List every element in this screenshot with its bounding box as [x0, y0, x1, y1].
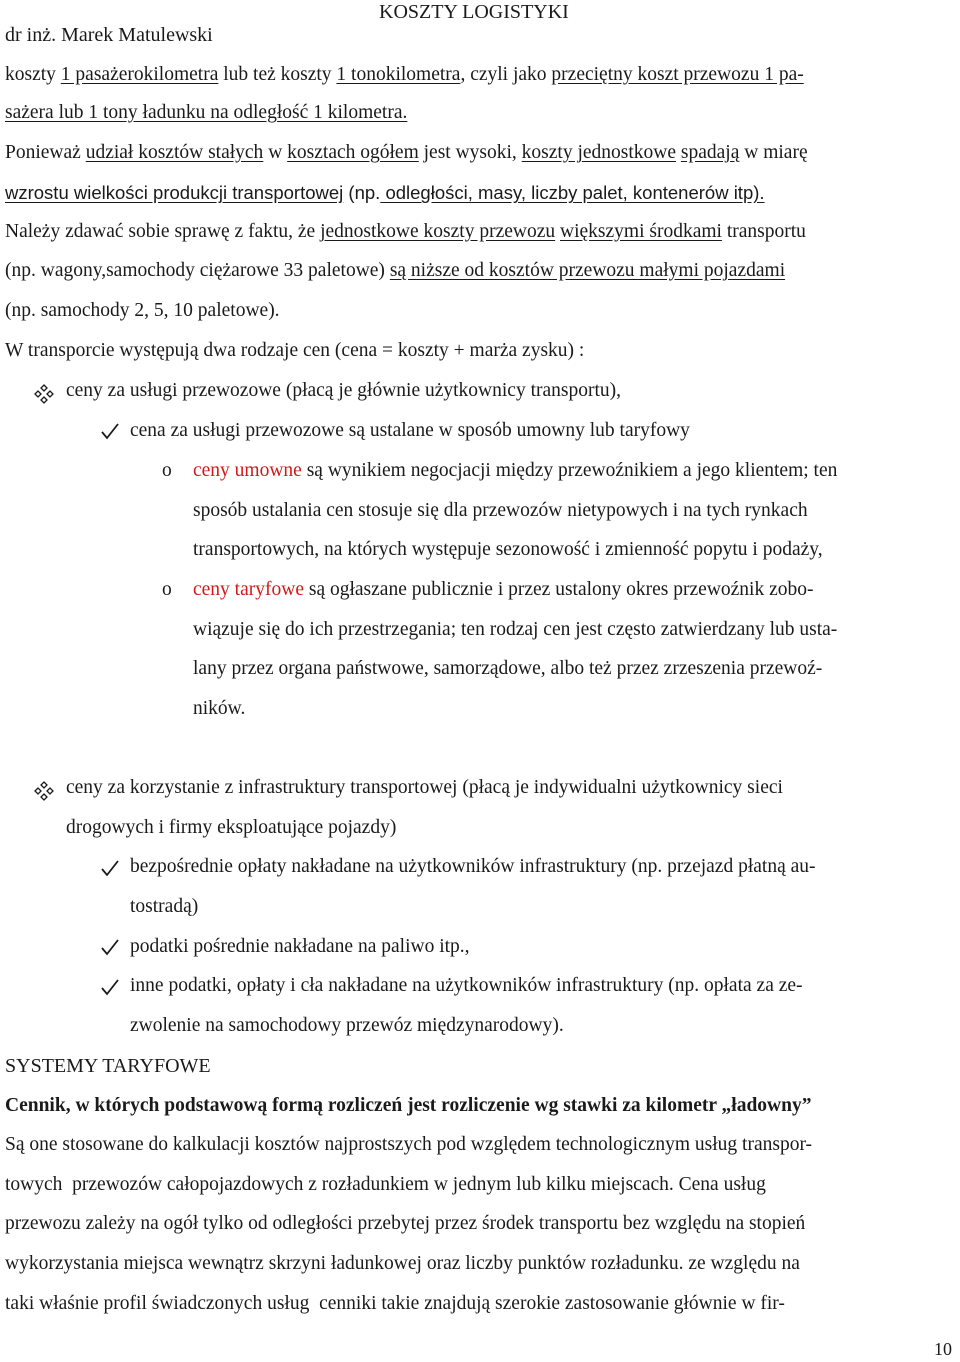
section-body-line-4: wykorzystania miejsca wewnątrz skrzyni ładunkowej oraz liczby punktów rozładunku. ze względu na — [5, 1253, 800, 1274]
sub-bullet-1-line-2: sposób ustalania cen stosuje się dla przewozów nietypowych i na tych rynkach — [193, 500, 808, 521]
term-odleglosci: odległości, masy, liczby palet, kontenerów itp). — [380, 182, 765, 203]
bullet-2-check-2: podatki pośrednie nakładane na paliwo itp., — [130, 936, 470, 957]
bullet-2-check-3-line-1: inne podatki, opłaty i cła nakładane na użytkowników infrastruktury (np. opłata za ze- — [130, 975, 803, 996]
sub-bullet-2-line-1 — [193, 579, 814, 601]
term-koszty-jednostkowe: koszty jednostkowe — [521, 142, 677, 163]
sub-bullet-o-marker: o — [162, 579, 172, 600]
sub-bullet-1-line-1 — [193, 460, 837, 482]
term-tonokilometr: 1 tonokilometra — [336, 64, 461, 85]
page-number: 10 — [934, 1339, 952, 1359]
section-body-line-5: taki właśnie profil świadczonych usług cenniki takie znajdują szerokie zastosowanie głównie w fir- — [5, 1293, 785, 1314]
term-przecietny-koszt-cont: sażera lub 1 tony ładunku na odległość 1 kilometra. — [5, 102, 408, 123]
bullet-2-check-1-line-2: tostradą) — [130, 896, 199, 917]
paragraph-2-line-1 — [5, 142, 808, 164]
bullet-2-line-1: ceny za korzystanie z infrastruktury transportowej (płacą je indywidualni użytkownicy sieci — [66, 777, 783, 798]
paragraph-1-line-1 — [5, 64, 804, 86]
text-run: (np. — [343, 182, 381, 203]
text-run: lub też koszty — [218, 64, 337, 85]
text-run: są ogłaszane publicznie i przez ustalony okres przewoźnik zobo- — [303, 579, 814, 600]
sub-bullet-1-line-3: transportowych, na których występuje sezonowość i zmienność popytu i podaży, — [193, 539, 823, 560]
text-run: koszty — [5, 64, 61, 85]
section-heading: SYSTEMY TARYFOWE — [5, 1055, 211, 1077]
term-wiekszymi-srodkami: większymi środkami — [560, 221, 722, 242]
paragraph-2-line-2 — [5, 182, 765, 205]
paragraph-3-line-3: (np. samochody 2, 5, 10 paletowe). — [5, 300, 280, 321]
text-run: w miarę — [739, 142, 808, 163]
sub-bullet-o-marker: o — [162, 460, 172, 481]
paragraph-3-line-1 — [5, 221, 806, 243]
checkmark-icon — [100, 422, 120, 440]
text-run: w — [263, 142, 288, 163]
section-body-line-3: przewozu zależy na ogół tylko od odległości przebytej przez środek transportu bez względu na stopień — [5, 1213, 806, 1234]
checkmark-icon — [100, 938, 120, 956]
term-udzial-kosztow: udział kosztów stałych — [85, 142, 264, 163]
bullet-2-check-1-line-1: bezpośrednie opłaty nakładane na użytkowników infrastruktury (np. przejazd płatną au- — [130, 856, 816, 877]
bullet-2-line-2: drogowych i firmy eksploatujące pojazdy) — [66, 817, 397, 838]
term-sa-nizsze: są niższe od kosztów przewozu małymi pojazdami — [389, 260, 786, 281]
sub-bullet-2-line-2: wiązuje się do ich przestrzegania; ten rodzaj cen jest często zatwierdzany lub usta- — [193, 619, 838, 640]
term-przecietny-koszt: przeciętny koszt przewozu 1 pa- — [551, 64, 804, 85]
sub-bullet-2-line-3: lany przez organa państwowe, samorządowe, albo też przez zrzeszenia przewoź- — [193, 658, 823, 679]
document-title: KOSZTY LOGISTYKI — [379, 1, 569, 23]
author-name: dr inż. Marek Matulewski — [5, 24, 213, 46]
text-run: (np. wagony,samochody ciężarowe 33 paletowe) — [5, 260, 390, 281]
paragraph-3-line-2 — [5, 260, 785, 282]
term-jednostkowe-koszty: jednostkowe koszty przewozu — [320, 221, 556, 242]
bullet-1-check-1: cena za usługi przewozowe są ustalane w sposób umowny lub taryfowy — [130, 420, 690, 441]
text-run: transportu — [721, 221, 806, 242]
four-diamond-bullet-icon — [34, 781, 54, 801]
four-diamond-bullet-icon — [34, 384, 54, 404]
term-wzrost-produkcji: wzrostu wielkości produkcji transportowej — [5, 182, 344, 203]
checkmark-icon — [100, 859, 120, 877]
term-pasazerokilometr: 1 pasażerokilometra — [60, 64, 219, 85]
term-ceny-umowne: ceny umowne — [193, 460, 302, 481]
text-run: jest wysoki, — [418, 142, 522, 163]
section-body-line-1: Są one stosowane do kalkulacji kosztów najprostszych pod względem technologicznym usług transpor- — [5, 1134, 813, 1155]
checkmark-icon — [100, 978, 120, 996]
bullet-1-text: ceny za usługi przewozowe (płacą je głównie użytkownicy transportu), — [66, 380, 622, 401]
section-body-line-2: towych przewozów całopojazdowych z rozładunkiem w jednym lub kilku miejscach. Cena usług — [5, 1174, 766, 1195]
text-run: są wynikiem negocjacji między przewoźnikiem a jego klientem; ten — [301, 460, 838, 481]
paragraph-4: W transporcie występują dwa rodzaje cen (cena = koszty + marża zysku) : — [5, 340, 585, 361]
text-run: , czyli jako — [460, 64, 552, 85]
sub-bullet-2-line-4: ników. — [193, 698, 246, 719]
term-ceny-taryfowe: ceny taryfowe — [193, 579, 304, 600]
bullet-2-check-3-line-2: zwolenie na samochodowy przewóz międzynarodowy). — [130, 1015, 564, 1036]
paragraph-1-line-2 — [5, 102, 407, 124]
text-run: Należy zdawać sobie sprawę z faktu, że — [5, 221, 321, 242]
text-run: Ponieważ — [5, 142, 86, 163]
section-subheading: Cennik, w których podstawową formą rozliczeń jest rozliczenie wg stawki za kilometr „ładowny” — [5, 1095, 812, 1116]
term-koszty-ogolem: kosztach ogółem — [287, 142, 419, 163]
term-spadaja: spadają — [680, 142, 740, 163]
